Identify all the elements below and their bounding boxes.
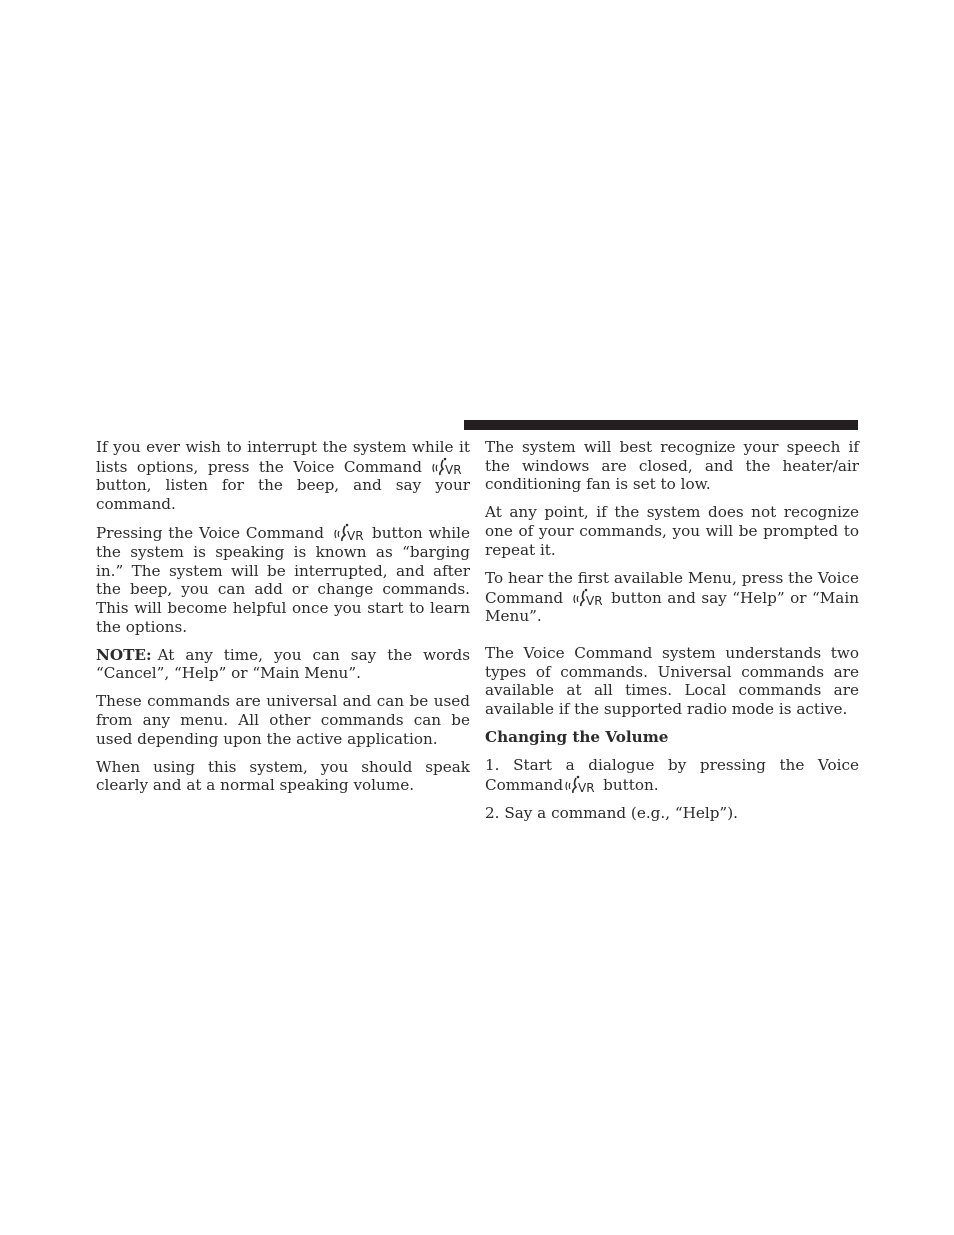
voice-command-icon bbox=[332, 523, 366, 542]
paragraph-repeat: At any point, if the system does not recognize one of your commands, you will be prompted to repeat it. bbox=[485, 503, 859, 559]
paragraph-barging-in: Pressing the Voice Command VR button while the system is speaking is known as “barging in.” The system will be interrupted, and after the beep, you can add or change commands. This will become helpful once you start to learn the options. bbox=[96, 524, 470, 636]
svg-text:VR: VR bbox=[347, 529, 364, 543]
paragraph-interrupt: If you ever wish to interrupt the system while it lists options, press the Voice Command VR button, listen for the beep, and say your command. bbox=[96, 438, 470, 514]
heading-changing-volume: Changing the Volume bbox=[485, 728, 669, 747]
paragraph-first-menu: To hear the first available Menu, press the Voice Command VR button and say “Help” or “Main Menu”. bbox=[485, 568, 859, 626]
voice-command-icon bbox=[571, 588, 605, 607]
paragraph-recognize-speech: The system will best recognize your speech if the windows are closed, and the heater/air conditioning fan is set to low. bbox=[485, 438, 859, 494]
paragraph-speak-clearly: When using this system, you should speak clearly and at a normal speaking volume. bbox=[96, 757, 470, 795]
svg-text:VR: VR bbox=[586, 593, 603, 607]
svg-text:VR: VR bbox=[578, 780, 595, 794]
left-column bbox=[96, 438, 470, 804]
svg-text:VR: VR bbox=[445, 462, 462, 476]
voice-command-icon bbox=[563, 775, 597, 794]
step-2: 2. Say a command (e.g., “Help”). bbox=[485, 803, 738, 822]
voice-command-icon bbox=[430, 457, 464, 476]
right-column bbox=[485, 438, 859, 832]
note-paragraph: NOTE: At any time, you can say the words “Cancel”, “Help” or “Main Menu”. bbox=[96, 645, 470, 683]
paragraph-universal-commands: These commands are universal and can be used from any menu. All other commands can be used depending upon the active application. bbox=[96, 692, 470, 748]
section-header-bar bbox=[464, 420, 858, 430]
paragraph-command-types: The Voice Command system understands two types of commands. Universal commands are available at all times. Local commands are available if the supported radio mode is active. bbox=[485, 643, 859, 719]
step-1: 1. Start a dialogue by pressing the Voice Command VR button. bbox=[485, 756, 859, 794]
note-label: NOTE: bbox=[96, 645, 152, 664]
